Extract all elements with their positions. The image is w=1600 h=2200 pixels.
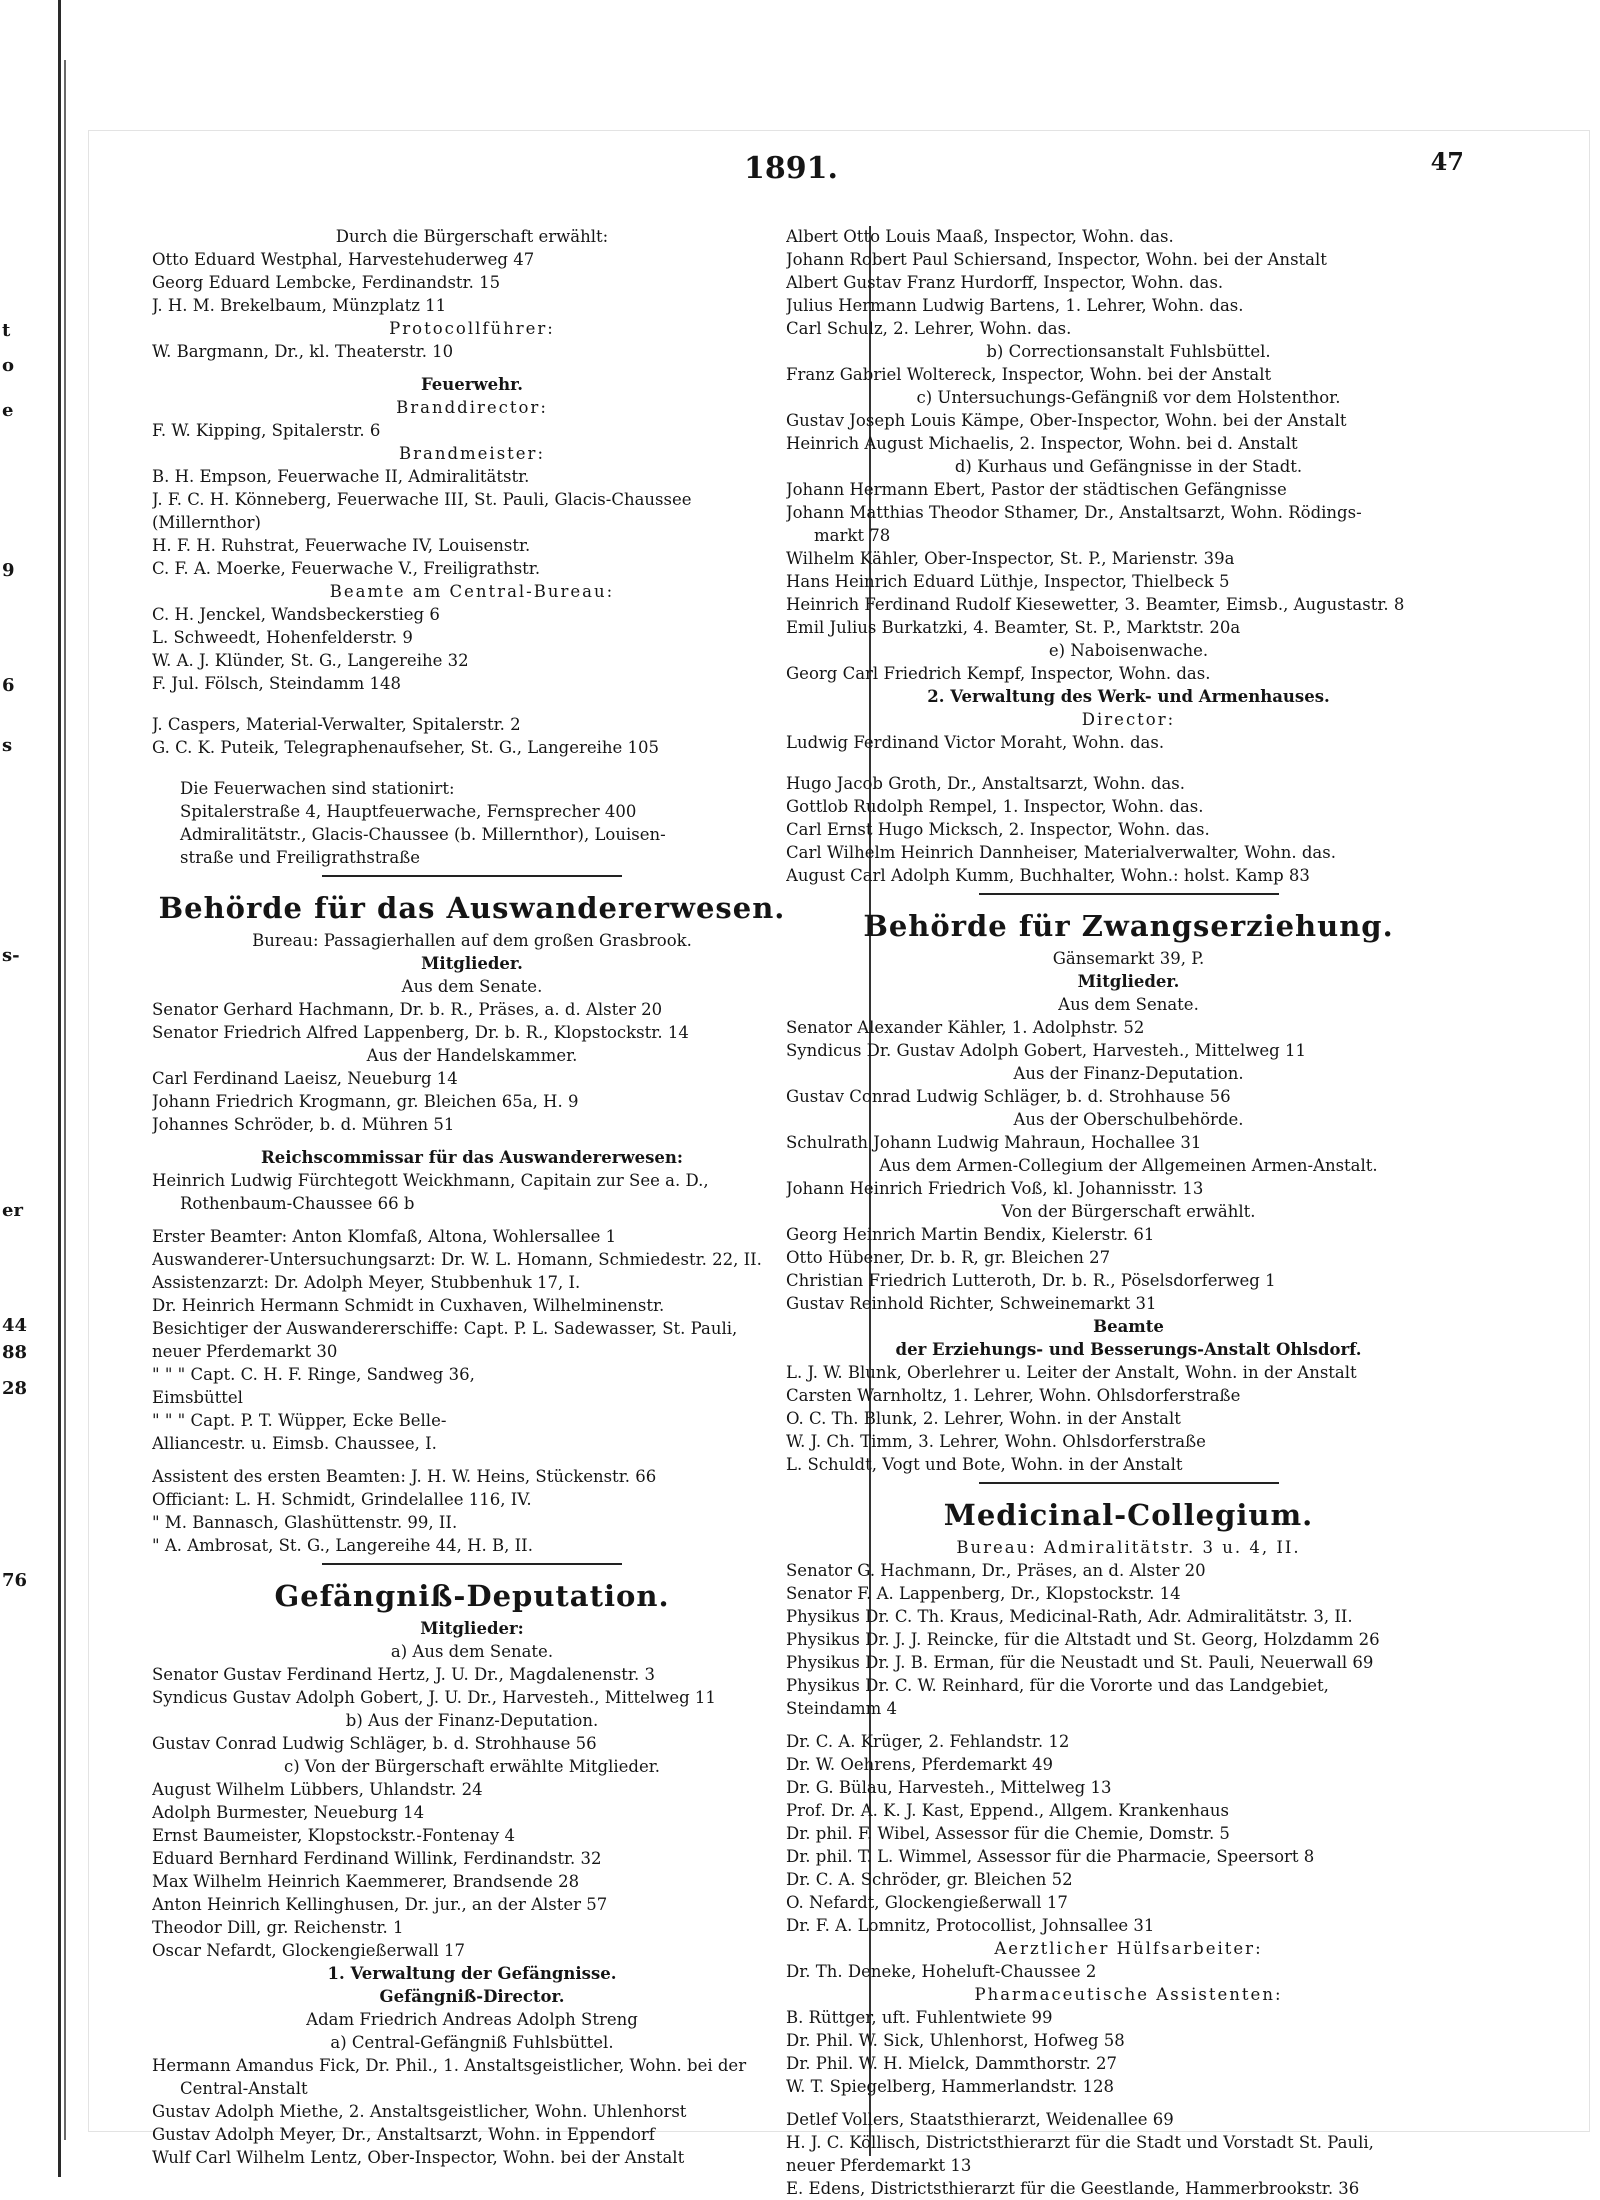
subheading-line: der Erziehungs- und Besserungs-Anstalt Ohlsdorf. <box>895 1340 1362 1359</box>
subheading-line: Mitglieder. <box>1077 972 1180 991</box>
subheading-line: Bureau: Passagierhallen auf dem großen Grasbrook. <box>252 931 692 950</box>
entry-line: Erster Beamter: Anton Klomfaß, Altona, Wohlersallee 1 <box>152 1227 617 1246</box>
entry-line: W. A. J. Klünder, St. G., Langereihe 32 <box>152 651 469 670</box>
section-rule <box>322 875 622 877</box>
entry-line: Dr. W. Oehrens, Pferdemarkt 49 <box>786 1755 1053 1774</box>
entry-line: E. Edens, Districtsthierarzt für die Geestlande, Hammerbrookstr. 36 <box>786 2179 1360 2198</box>
subheading-line: Reichscommissar für das Auswandererwesen: <box>260 1148 684 1167</box>
entry-line: Physikus Dr. C. Th. Kraus, Medicinal-Rath, Adr. Admiralitätstr. 3, II. <box>786 1607 1353 1626</box>
entry-line: Albert Otto Louis Maaß, Inspector, Wohn. das. <box>786 227 1174 246</box>
entry-line: Officiant: L. H. Schmidt, Grindelallee 116, IV. <box>152 1490 532 1509</box>
entry-line: August Wilhelm Lübbers, Uhlandstr. 24 <box>152 1780 483 1799</box>
entry-line: Christian Friedrich Lutteroth, Dr. b. R., Pöselsdorferweg 1 <box>786 1271 1276 1290</box>
entry-line: Heinrich August Michaelis, 2. Inspector, Wohn. bei d. Anstalt <box>786 434 1298 453</box>
left-column <box>152 225 792 2169</box>
subheading-line: Von der Bürgerschaft erwählt. <box>1001 1202 1256 1221</box>
entry-line: H. F. H. Ruhstrat, Feuerwache IV, Louisenstr. <box>152 536 531 555</box>
entry-line: Schulrath Johann Ludwig Mahraun, Hochallee 31 <box>786 1133 1202 1152</box>
entry-line: Assistent des ersten Beamten: J. H. W. Heins, Stückenstr. 66 <box>152 1467 657 1486</box>
entry-line: Max Wilhelm Heinrich Kaemmerer, Brandsende 28 <box>152 1872 580 1891</box>
entry-line: Gustav Adolph Meyer, Dr., Anstaltsarzt, Wohn. in Eppendorf <box>152 2125 655 2144</box>
entry-line: neuer Pferdemarkt 30 <box>152 1342 338 1361</box>
subheading-line: c) Von der Bürgerschaft erwählte Mitglieder. <box>283 1757 661 1776</box>
subheading-line: Adam Friedrich Andreas Adolph Streng <box>306 2010 638 2029</box>
entry-line: Assistenzarzt: Dr. Adolph Meyer, Stubbenhuk 17, I. <box>152 1273 581 1292</box>
entry-line: Dr. Phil. W. Sick, Uhlenhorst, Hofweg 58 <box>786 2031 1125 2050</box>
margin-fragment: er <box>2 1200 23 1221</box>
subheading-line: Bureau: Admiralitätstr. 3 u. 4, II. <box>956 1538 1301 1557</box>
subheading-line: a) Aus dem Senate. <box>390 1642 554 1661</box>
spacer <box>786 2098 1471 2108</box>
margin-fragment: 9 <box>2 560 15 581</box>
entry-line: Carl Ferdinand Laeisz, Neueburg 14 <box>152 1069 458 1088</box>
subheading-line: Aus der Handelskammer. <box>366 1046 578 1065</box>
entry-line: Wulf Carl Wilhelm Lentz, Ober-Inspector, Wohn. bei der Anstalt <box>152 2148 685 2167</box>
entry-line: Otto Hübener, Dr. b. R, gr. Bleichen 27 <box>786 1248 1111 1267</box>
entry-line: Gustav Adolph Miethe, 2. Anstaltsgeistlicher, Wohn. Uhlenhorst <box>152 2102 687 2121</box>
subheading-line: Aus der Finanz-Deputation. <box>1013 1064 1244 1083</box>
section-rule <box>979 893 1279 895</box>
entry-line: Hermann Amandus Fick, Dr. Phil., 1. Anstaltsgeistlicher, Wohn. bei der <box>152 2056 747 2075</box>
subheading-line: b) Aus der Finanz-Deputation. <box>345 1711 599 1730</box>
entry-line: Dr. F. A. Lomnitz, Protocollist, Johnsallee 31 <box>786 1916 1155 1935</box>
subheading-line: b) Correctionsanstalt Fuhlsbüttel. <box>986 342 1271 361</box>
entry-line: J. H. M. Brekelbaum, Münzplatz 11 <box>152 296 447 315</box>
entry-line: Ludwig Ferdinand Victor Moraht, Wohn. das. <box>786 733 1165 752</box>
entry-line: Adolph Burmester, Neueburg 14 <box>152 1803 425 1822</box>
entry-line: L. Schuldt, Vogt und Bote, Wohn. in der Anstalt <box>786 1455 1183 1474</box>
subheading-line: 2. Verwaltung des Werk- und Armenhauses. <box>927 687 1330 706</box>
entry-line: O. C. Th. Blunk, 2. Lehrer, Wohn. in der Anstalt <box>786 1409 1181 1428</box>
entry-line: B. Rüttger, uft. Fuhlentwiete 99 <box>786 2008 1053 2027</box>
entry-line: neuer Pferdemarkt 13 <box>786 2156 972 2175</box>
entry-line: C. F. A. Moerke, Feuerwache V., Freiligrathstr. <box>152 559 541 578</box>
entry-line: Carl Wilhelm Heinrich Dannheiser, Materialverwalter, Wohn. das. <box>786 843 1336 862</box>
subheading-line: e) Naboisenwache. <box>1048 641 1209 660</box>
margin-fragment: 6 <box>2 675 15 696</box>
entry-line: (Millernthor) <box>152 513 261 532</box>
entry-line: Otto Eduard Westphal, Harvestehuderweg 47 <box>152 250 535 269</box>
spacer <box>152 1215 792 1225</box>
entry-line: Johann Heinrich Friedrich Voß, kl. Johannisstr. 13 <box>786 1179 1204 1198</box>
page-number: 47 <box>1430 147 1464 176</box>
margin-fragment: 44 <box>2 1315 28 1336</box>
subheading-line: Aus dem Senate. <box>401 977 543 996</box>
entry-line: Albert Gustav Franz Hurdorff, Inspector, Wohn. das. <box>786 273 1224 292</box>
adjacent-page-margin <box>0 0 30 2177</box>
entry-line: Steindamm 4 <box>786 1699 898 1718</box>
subheading-line: a) Central-Gefängniß Fuhlsbüttel. <box>330 2033 614 2052</box>
subheading-line: 1. Verwaltung der Gefängnisse. <box>327 1964 617 1983</box>
entry-line: Senator Gustav Ferdinand Hertz, J. U. Dr., Magdalenenstr. 3 <box>152 1665 655 1684</box>
subheading-line: Aus dem Armen-Collegium der Allgemeinen Armen-Anstalt. <box>879 1156 1378 1175</box>
subheading-line: d) Kurhaus und Gefängnisse in der Stadt. <box>954 457 1303 476</box>
entry-line: Ernst Baumeister, Klopstockstr.-Fontenay 4 <box>152 1826 515 1845</box>
entry-line: Die Feuerwachen sind stationirt: <box>180 779 455 798</box>
subheading-line: Director: <box>1081 710 1176 729</box>
section-heading: Medicinal-Collegium. <box>943 1498 1314 1532</box>
entry-line: Syndicus Dr. Gustav Adolph Gobert, Harvesteh., Mittelweg 11 <box>786 1041 1306 1060</box>
entry-line: Gottlob Rudolph Rempel, 1. Inspector, Wohn. das. <box>786 797 1204 816</box>
entry-line: F. W. Kipping, Spitalerstr. 6 <box>152 421 381 440</box>
entry-line: C. H. Jenckel, Wandsbeckerstieg 6 <box>152 605 440 624</box>
entry-line: Eimsbüttel <box>152 1388 243 1407</box>
margin-fragment: o <box>2 355 15 376</box>
page-header <box>89 147 1589 191</box>
subheading-line: Branddirector: <box>396 398 548 417</box>
spacer <box>786 1720 1471 1730</box>
margin-fragment: s- <box>2 945 20 966</box>
entry-line: Oscar Nefardt, Glockengießerwall 17 <box>152 1941 465 1960</box>
entry-line: Physikus Dr. J. J. Reincke, für die Altstadt und St. Georg, Holzdamm 26 <box>786 1630 1380 1649</box>
subheading-line: Mitglieder. <box>421 954 523 973</box>
entry-line: Physikus Dr. C. W. Reinhard, für die Vororte und das Landgebiet, <box>786 1676 1329 1695</box>
entry-line: W. T. Spiegelberg, Hammerlandstr. 128 <box>786 2077 1115 2096</box>
margin-fragment: 76 <box>2 1570 28 1591</box>
document-page <box>88 130 1590 2198</box>
entry-line: Wilhelm Kähler, Ober-Inspector, St. P., Marienstr. 39a <box>786 549 1235 568</box>
entry-line: Spitalerstraße 4, Hauptfeuerwache, Fernsprecher 400 <box>180 802 637 821</box>
entry-line: markt 78 <box>814 526 891 545</box>
entry-line: Johann Hermann Ebert, Pastor der städtischen Gefängnisse <box>786 480 1287 499</box>
entry-line: Heinrich Ludwig Fürchtegott Weickhmann, Capitain zur See a. D., <box>152 1171 709 1190</box>
entry-line: " M. Bannasch, Glashüttenstr. 99, II. <box>152 1513 458 1532</box>
entry-line: Senator Gerhard Hachmann, Dr. b. R., Präses, a. d. Alster 20 <box>152 1000 663 1019</box>
spacer <box>152 759 792 777</box>
subheading-line: c) Untersuchungs-Gefängniß vor dem Holstenthor. <box>916 388 1341 407</box>
entry-line: Emil Julius Burkatzki, 4. Beamter, St. P., Marktstr. 20a <box>786 618 1241 637</box>
entry-line: straße und Freiligrathstraße <box>180 848 420 867</box>
section-heading: Behörde für Zwangserziehung. <box>863 909 1394 943</box>
entry-line: Alliancestr. u. Eimsb. Chaussee, I. <box>152 1434 437 1453</box>
subheading-line: Protocollführer: <box>389 319 555 338</box>
entry-line: Georg Heinrich Martin Bendix, Kielerstr. 61 <box>786 1225 1155 1244</box>
right-column <box>786 225 1471 2200</box>
section-rule <box>979 1482 1279 1484</box>
spacer <box>152 363 792 373</box>
entry-line: Dr. Th. Deneke, Hoheluft-Chaussee 2 <box>786 1962 1097 1981</box>
margin-fragment: t <box>2 320 11 341</box>
entry-line: Auswanderer-Untersuchungsarzt: Dr. W. L. Homann, Schmiedestr. 22, II. <box>152 1250 762 1269</box>
entry-line: Georg Carl Friedrich Kempf, Inspector, Wohn. das. <box>786 664 1211 683</box>
entry-line: Johannes Schröder, b. d. Mühren 51 <box>152 1115 455 1134</box>
entry-line: Gustav Conrad Ludwig Schläger, b. d. Strohhause 56 <box>152 1734 597 1753</box>
subheading-line: Feuerwehr. <box>420 375 524 394</box>
entry-line: L. Schweedt, Hohenfelderstr. 9 <box>152 628 413 647</box>
subheading-line: Aus dem Senate. <box>1058 995 1199 1014</box>
entry-line: Dr. Phil. W. H. Mielck, Dammthorstr. 27 <box>786 2054 1118 2073</box>
subheading-line: Beamte am Central-Bureau: <box>329 582 615 601</box>
entry-line: Franz Gabriel Woltereck, Inspector, Wohn. bei der Anstalt <box>786 365 1272 384</box>
entry-line: Gustav Conrad Ludwig Schläger, b. d. Strohhause 56 <box>786 1087 1231 1106</box>
entry-line: Besichtiger der Auswandererschiffe: Capt. P. L. Sadewasser, St. Pauli, <box>152 1319 738 1338</box>
entry-line: Carsten Warnholtz, 1. Lehrer, Wohn. Ohlsdorferstraße <box>786 1386 1241 1405</box>
margin-fragment: 28 <box>2 1378 28 1399</box>
entry-line: Johann Matthias Theodor Sthamer, Dr., Anstaltsarzt, Wohn. Rödings- <box>786 503 1362 522</box>
subheading-line: Pharmaceutische Assistenten: <box>974 1985 1283 2004</box>
entry-line: Dr. C. A. Krüger, 2. Fehlandstr. 12 <box>786 1732 1070 1751</box>
spacer <box>152 1455 792 1465</box>
entry-line: H. J. C. Köllisch, Districtsthierarzt für die Stadt und Vorstadt St. Pauli, <box>786 2133 1374 2152</box>
entry-line: Senator Friedrich Alfred Lappenberg, Dr. b. R., Klopstockstr. 14 <box>152 1023 689 1042</box>
entry-line: Dr. Heinrich Hermann Schmidt in Cuxhaven, Wilhelminenstr. <box>152 1296 665 1315</box>
entry-line: Carl Ernst Hugo Micksch, 2. Inspector, Wohn. das. <box>786 820 1210 839</box>
entry-line: " A. Ambrosat, St. G., Langereihe 44, H. B, II. <box>152 1536 533 1555</box>
entry-line: August Carl Adolph Kumm, Buchhalter, Wohn.: holst. Kamp 83 <box>786 866 1310 885</box>
entry-line: J. Caspers, Material-Verwalter, Spitalerstr. 2 <box>152 715 521 734</box>
entry-line: Central-Anstalt <box>180 2079 308 2098</box>
margin-fragment: 88 <box>2 1342 28 1363</box>
entry-line: Hugo Jacob Groth, Dr., Anstaltsarzt, Wohn. das. <box>786 774 1185 793</box>
entry-line: F. Jul. Fölsch, Steindamm 148 <box>152 674 401 693</box>
entry-line: Dr. phil. F. Wibel, Assessor für die Chemie, Domstr. 5 <box>786 1824 1230 1843</box>
entry-line: B. H. Empson, Feuerwache II, Admiralitätstr. <box>152 467 530 486</box>
entry-line: Admiralitätstr., Glacis-Chaussee (b. Millernthor), Louisen- <box>180 825 666 844</box>
entry-line: Rothenbaum-Chaussee 66 b <box>180 1194 415 1213</box>
spacer <box>152 695 792 713</box>
subheading-line: Aus der Oberschulbehörde. <box>1013 1110 1244 1129</box>
entry-line: Gustav Joseph Louis Kämpe, Ober-Inspector, Wohn. bei der Anstalt <box>786 411 1347 430</box>
entry-line: Physikus Dr. J. B. Erman, für die Neustadt und St. Pauli, Neuerwall 69 <box>786 1653 1374 1672</box>
entry-line: G. C. K. Puteik, Telegraphenaufseher, St. G., Langereihe 105 <box>152 738 660 757</box>
entry-line: Dr. phil. T. L. Wimmel, Assessor für die Pharmacie, Speersort 8 <box>786 1847 1315 1866</box>
entry-line: Hans Heinrich Eduard Lüthje, Inspector, Thielbeck 5 <box>786 572 1230 591</box>
entry-line: Senator G. Hachmann, Dr., Präses, an d. Alster 20 <box>786 1561 1206 1580</box>
entry-line: Detlef Vollers, Staatsthierarzt, Weidenallee 69 <box>786 2110 1174 2129</box>
entry-line: " " " Capt. P. T. Wüpper, Ecke Belle- <box>152 1411 447 1430</box>
subheading-line: Beamte <box>1093 1317 1164 1336</box>
entry-line: Senator F. A. Lappenberg, Dr., Klopstockstr. 14 <box>786 1584 1181 1603</box>
margin-fragment: s <box>2 735 13 756</box>
subheading-line: Gänsemarkt 39, P. <box>1052 949 1205 968</box>
entry-line: Dr. G. Bülau, Harvesteh., Mittelweg 13 <box>786 1778 1112 1797</box>
subheading-line: Durch die Bürgerschaft erwählt: <box>335 227 609 246</box>
subheading-line: Gefängniß-Director. <box>379 1987 565 2006</box>
entry-line: W. Bargmann, Dr., kl. Theaterstr. 10 <box>152 342 454 361</box>
subheading-line: Aerztlicher Hülfsarbeiter: <box>994 1939 1263 1958</box>
subheading-line: Mitglieder: <box>420 1619 524 1638</box>
entry-line: Johann Friedrich Krogmann, gr. Bleichen 65a, H. 9 <box>152 1092 579 1111</box>
subheading-line: Brandmeister: <box>398 444 546 463</box>
entry-line: O. Nefardt, Glockengießerwall 17 <box>786 1893 1068 1912</box>
entry-line: Eduard Bernhard Ferdinand Willink, Ferdinandstr. 32 <box>152 1849 602 1868</box>
spacer <box>786 754 1471 772</box>
entry-line: Dr. C. A. Schröder, gr. Bleichen 52 <box>786 1870 1073 1889</box>
entry-line: Carl Schulz, 2. Lehrer, Wohn. das. <box>786 319 1072 338</box>
entry-line: Heinrich Ferdinand Rudolf Kiesewetter, 3. Beamter, Eimsb., Augustastr. 8 <box>786 595 1405 614</box>
entry-line: L. J. W. Blunk, Oberlehrer u. Leiter der Anstalt, Wohn. in der Anstalt <box>786 1363 1357 1382</box>
spacer <box>152 1136 792 1146</box>
entry-line: J. F. C. H. Könneberg, Feuerwache III, St. Pauli, Glacis-Chaussee <box>152 490 692 509</box>
section-rule <box>322 1563 622 1565</box>
section-heading: Gefängniß-Deputation. <box>274 1579 670 1613</box>
page-year: 1891. <box>744 151 838 186</box>
entry-line: Prof. Dr. A. K. J. Kast, Eppend., Allgem. Krankenhaus <box>786 1801 1229 1820</box>
entry-line: Johann Robert Paul Schiersand, Inspector, Wohn. bei der Anstalt <box>786 250 1327 269</box>
entry-line: W. J. Ch. Timm, 3. Lehrer, Wohn. Ohlsdorferstraße <box>786 1432 1206 1451</box>
entry-line: Syndicus Gustav Adolph Gobert, J. U. Dr., Harvesteh., Mittelweg 11 <box>152 1688 716 1707</box>
entry-line: Theodor Dill, gr. Reichenstr. 1 <box>152 1918 404 1937</box>
entry-line: " " " Capt. C. H. F. Ringe, Sandweg 36, <box>152 1365 475 1384</box>
section-heading: Behörde für das Auswandererwesen. <box>158 891 786 925</box>
entry-line: Anton Heinrich Kellinghusen, Dr. jur., an der Alster 57 <box>152 1895 608 1914</box>
margin-fragment: e <box>2 400 14 421</box>
entry-line: Gustav Reinhold Richter, Schweinemarkt 31 <box>786 1294 1157 1313</box>
entry-line: Senator Alexander Kähler, 1. Adolphstr. 52 <box>786 1018 1145 1037</box>
entry-line: Georg Eduard Lembcke, Ferdinandstr. 15 <box>152 273 501 292</box>
entry-line: Julius Hermann Ludwig Bartens, 1. Lehrer, Wohn. das. <box>786 296 1244 315</box>
